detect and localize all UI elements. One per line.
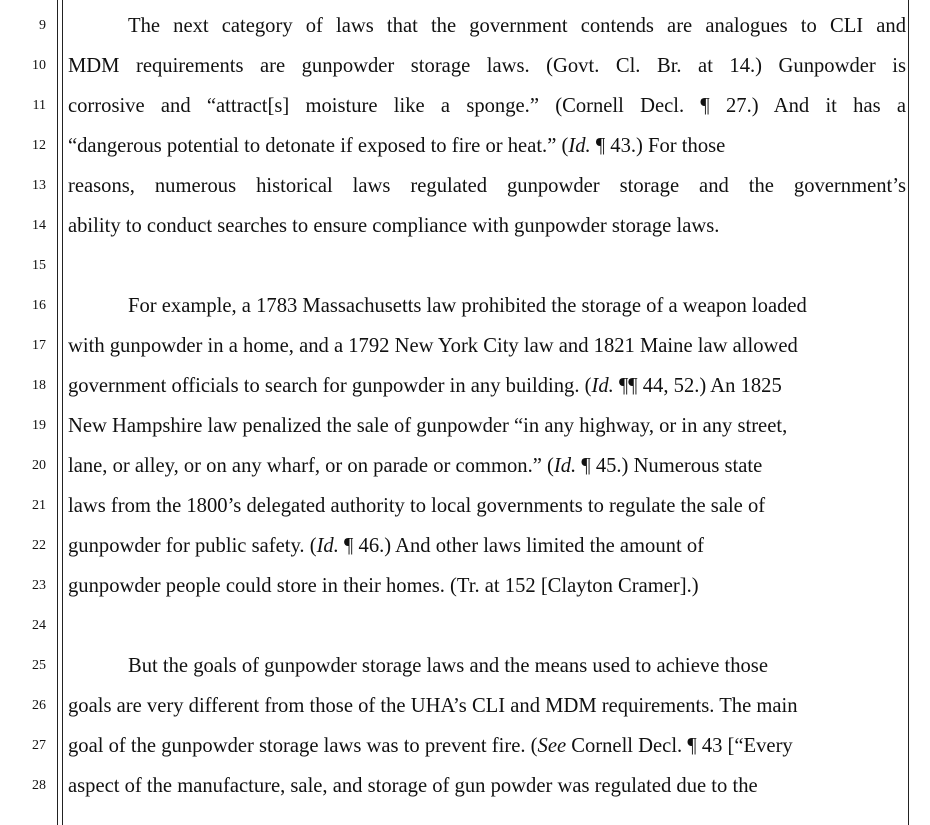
text-run: ¶ 43.) For those	[590, 135, 726, 157]
line-number: 14	[32, 218, 46, 233]
line-number: 20	[32, 458, 46, 473]
text-run: “dangerous potential to detonate if exposed to fire or heat.” (	[68, 135, 569, 157]
text-line	[68, 526, 906, 566]
text-line: For example, a 1783 Massachusetts law prohibited the storage of a weapon loaded	[128, 295, 807, 317]
citation-id: Id.	[553, 455, 577, 477]
line-number: 19	[32, 418, 46, 433]
text-line: gunpowder people could store in their homes. (Tr. at 152 [Clayton Cramer].)	[68, 575, 699, 597]
left-margin-rule-inner	[62, 0, 63, 825]
text-run: lane, or alley, or on any wharf, or on parade or common.” (	[68, 455, 554, 477]
text-line: goals are very different from those of the UHA’s CLI and MDM requirements. The main	[68, 695, 798, 717]
text-line: with gunpowder in a home, and a 1792 New York City law and 1821 Maine law allowed	[68, 335, 798, 357]
text-line: The next category of laws that the government contends are analogues to CLI and	[128, 15, 906, 37]
line-number: 25	[32, 658, 46, 673]
line-number: 13	[32, 178, 46, 193]
text-line	[68, 126, 906, 166]
line-number: 23	[32, 578, 46, 593]
text-line: MDM requirements are gunpowder storage laws. (Govt. Cl. Br. at 14.) Gunpowder is	[68, 55, 906, 77]
text-run: ¶¶ 44, 52.) An 1825	[613, 375, 782, 397]
line-number: 10	[32, 58, 46, 73]
line-number: 21	[32, 498, 46, 513]
line-number: 12	[32, 138, 46, 153]
line-number: 26	[32, 698, 46, 713]
line-number: 11	[32, 98, 46, 113]
text-run: Cornell Decl. ¶ 43 [“Every	[566, 735, 793, 757]
citation-id: Id.	[568, 135, 591, 157]
text-line: corrosive and “attract[s] moisture like a sponge.” (Cornell Decl. ¶ 27.) And it has a	[68, 95, 906, 117]
line-number: 16	[32, 298, 46, 313]
text-line: ability to conduct searches to ensure compliance with gunpowder storage laws.	[68, 215, 720, 237]
citation-signal: See	[537, 735, 567, 757]
line-number: 9	[39, 18, 46, 33]
text-line	[68, 726, 906, 766]
text-line: aspect of the manufacture, sale, and storage of gun powder was regulated due to the	[68, 775, 758, 797]
text-line: laws from the 1800’s delegated authority to local governments to regulate the sale of	[68, 495, 766, 517]
citation-id: Id.	[316, 535, 339, 557]
line-number: 24	[32, 618, 46, 633]
line-number: 27	[32, 738, 46, 753]
left-margin-rule	[57, 0, 58, 825]
text-line: New Hampshire law penalized the sale of gunpowder “in any highway, or in any street,	[68, 415, 788, 437]
text-run: ¶ 45.) Numerous state	[576, 455, 763, 477]
line-number: 15	[32, 258, 46, 273]
line-number: 18	[32, 378, 46, 393]
line-number: 28	[32, 778, 46, 793]
text-line	[68, 366, 906, 406]
text-run: ¶ 46.) And other laws limited the amount of	[338, 535, 704, 557]
line-number: 22	[32, 538, 46, 553]
right-margin-rule	[908, 0, 909, 825]
text-line: reasons, numerous historical laws regulated gunpowder storage and the government’s	[68, 175, 906, 197]
text-run: gunpowder for public safety. (	[68, 535, 317, 557]
citation-id: Id.	[591, 375, 614, 397]
text-run: goal of the gunpowder storage laws was to prevent fire. (	[68, 735, 538, 757]
text-line: But the goals of gunpowder storage laws and the means used to achieve those	[128, 655, 768, 677]
text-line	[68, 446, 906, 486]
text-run: government officials to search for gunpowder in any building. (	[68, 375, 592, 397]
line-number: 17	[32, 338, 46, 353]
